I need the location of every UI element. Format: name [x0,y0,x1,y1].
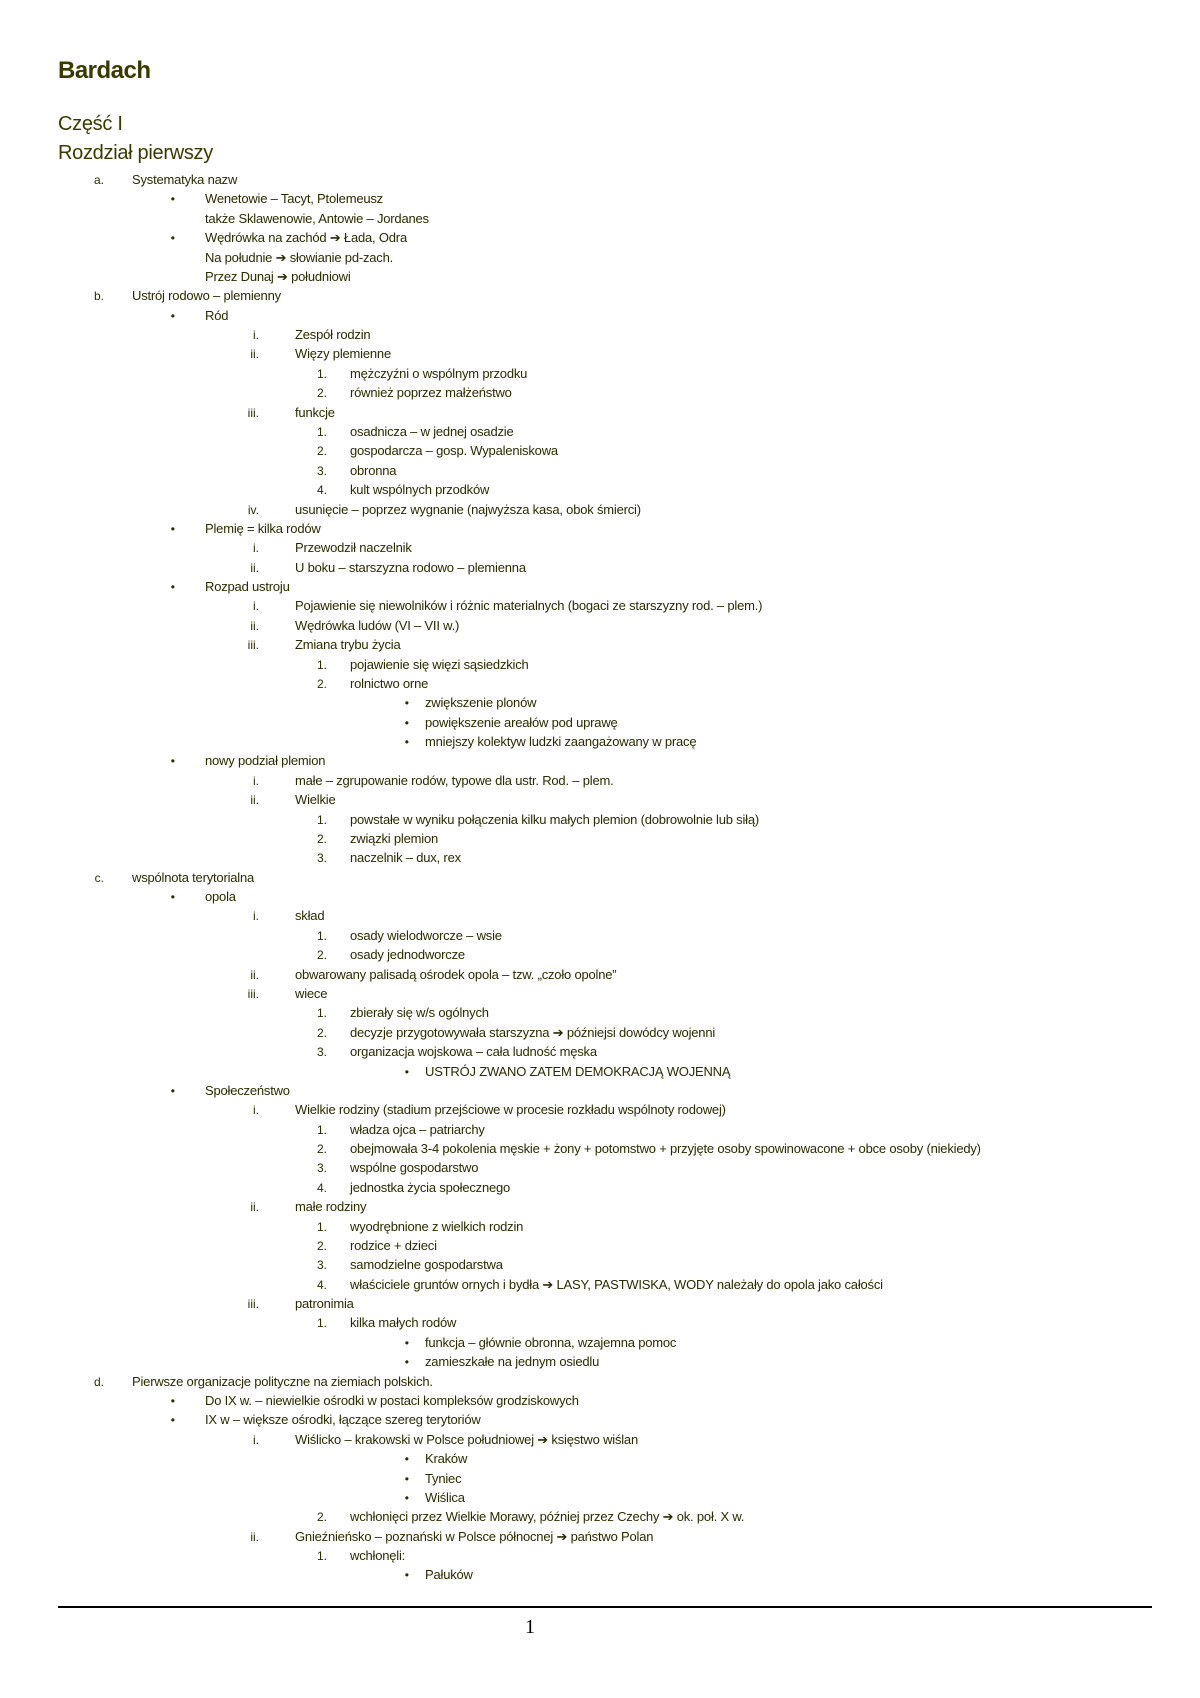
outline-item [0,1139,1200,1159]
outline-item-text: mężczyźni o wspólnym przodku [350,365,528,381]
outline-item-text: pojawienie się więzi sąsiedzkich [350,656,529,672]
outline-item [0,286,1200,306]
outline-item [0,1333,1200,1353]
outline-item [0,1255,1200,1275]
outline-item [0,829,1200,849]
outline-item [0,674,1200,694]
outline-item [0,1546,1200,1566]
outline-item [0,1120,1200,1140]
outline-item [0,1410,1200,1430]
list-marker: 4. [316,1180,327,1195]
outline-item-text: wchłonięci przez Wielkie Morawy, później przez Czechy ➔ ok. poł. X w. [350,1509,745,1525]
document-title: Bardach [58,57,151,84]
outline-item-text: Pierwsze organizacje polityczne na ziemiach polskich. [132,1373,433,1389]
outline-item-text: powstałe w wyniku połączenia kilku małych plemion (dobrowolnie lub siłą) [350,811,760,827]
outline-item [0,325,1200,345]
outline-item-text: wspólnota terytorialna [132,869,255,885]
list-marker: i. [253,1103,259,1118]
outline-item [0,500,1200,520]
bullet-marker: • [404,1568,409,1583]
outline-item [0,1100,1200,1120]
outline-item [0,248,1200,268]
outline-item [0,1565,1200,1585]
list-marker: a. [93,173,104,187]
outline-item-text: zbierały się w/s ogólnych [350,1005,489,1021]
list-marker: ii. [250,618,259,633]
outline-item-text: właściciele gruntów ornych i bydła ➔ LASY, PASTWISKA, WODY należały do opola jako całości [350,1276,883,1292]
list-marker: ii. [250,347,259,362]
outline-item-text: Zespół rodzin [295,327,371,342]
outline-item [0,189,1200,209]
outline-item-text: Na południe ➔ słowianie pd-zach. [205,249,394,265]
outline-item-text: również poprzez małżeństwo [350,385,512,401]
outline-item [0,344,1200,364]
outline-item [0,1158,1200,1178]
bullet-marker: • [404,1064,409,1079]
outline-item [0,790,1200,810]
list-marker: c. [94,870,104,885]
bullet-marker: • [404,1355,409,1370]
outline-item-text: osady jednodworcze [350,947,465,963]
list-marker: 1. [316,657,327,672]
outline-item-text: Wędrówka na zachód ➔ Łada, Odra [205,230,407,246]
list-marker: iii. [247,405,259,420]
part-heading: Część I [58,113,123,135]
outline-item [0,1449,1200,1469]
list-marker: ii. [250,793,259,808]
outline-item-text: Zmiana trybu życia [295,637,401,653]
outline-item-text: Tyniec [425,1470,462,1486]
bullet-marker: • [170,754,175,769]
outline-item [0,1081,1200,1101]
list-marker: i. [253,909,259,924]
outline-item-text: funkcja – głównie obronna, wzajemna pomoc [425,1334,677,1350]
outline-item [0,984,1200,1004]
list-marker: 1. [316,424,327,439]
outline-item-text: patronimia [295,1296,354,1311]
list-marker: 4. [316,483,327,498]
outline-item-text: Wędrówka ludów (VI – VII w.) [295,617,460,633]
outline-item [0,1527,1200,1547]
outline-item-text: samodzielne gospodarstwa [350,1257,503,1273]
outline-item-text: naczelnik – dux, rex [350,850,461,866]
outline-item [0,422,1200,442]
outline-item-text: Plemię = kilka rodów [205,520,321,536]
bullet-marker: • [170,1083,175,1098]
outline-item-text: związki plemion [350,830,439,846]
outline-item-text: wyodrębnione z wielkich rodzin [350,1218,524,1234]
list-marker: 2. [316,1142,327,1156]
list-marker: i. [253,328,259,342]
outline-item [0,1023,1200,1043]
outline-item [0,1178,1200,1198]
outline-item [0,965,1200,985]
outline-item [0,693,1200,713]
outline-item-text: Ustrój rodowo – plemienny [132,288,281,304]
list-marker: 3. [316,1258,327,1273]
outline-item-text: Wielkie rodziny (stadium przejściowe w procesie rozkładu wspólnoty rodowej) [295,1102,726,1118]
outline-item [0,1275,1200,1295]
outline-item [0,1236,1200,1256]
bullet-marker: • [404,696,409,711]
outline-item-text: Pałuków [425,1567,473,1583]
list-marker: 1. [316,1219,327,1234]
outline-item [0,1042,1200,1062]
bullet-marker: • [404,1452,409,1467]
outline-item [0,383,1200,403]
outline-item-text: zamieszkałe na jednym osiedlu [425,1354,600,1370]
outline-item-text: także Sklawenowie, Antowie – Jordanes [205,210,429,226]
outline-item-text: Przez Dunaj ➔ południowi [205,268,351,284]
list-marker: 4. [316,1277,327,1292]
outline-item-text: kult wspólnych przodków [350,482,490,498]
outline-item-text: organizacja wojskowa – cała ludność męska [350,1044,597,1060]
outline-item-text: mniejszy kolektyw ludzki zaangażowany w pracę [425,734,697,749]
list-marker: iii. [247,987,259,1001]
outline-item-text: Systematyka nazw [132,172,238,187]
list-marker: i. [253,599,259,614]
outline-item-text: obronna [350,462,397,478]
list-marker: b. [93,289,104,304]
outline-item-text: funkcje [295,404,335,420]
outline-item [0,403,1200,423]
outline-item [0,1430,1200,1450]
list-marker: 2. [316,1025,327,1040]
list-marker: ii. [250,560,259,575]
outline-item-text: obejmowała 3-4 pokolenia męskie + żony + potomstwo + przyjęte osoby spowinowacone + obce osoby (niekiedy) [350,1141,981,1156]
outline-item [0,945,1200,965]
list-marker: ii. [250,1529,259,1544]
outline-item-text: Ród [205,307,229,323]
bullet-marker: • [404,1471,409,1486]
outline-item [0,713,1200,733]
list-marker: i. [253,1432,259,1447]
outline-item-text: powiększenie areałów pod uprawę [425,714,618,730]
outline-item [0,558,1200,578]
outline-item [0,538,1200,558]
outline-item [0,1352,1200,1372]
outline-item [0,209,1200,229]
bullet-marker: • [170,1393,175,1408]
bullet-marker: • [404,1335,409,1350]
outline-item-text: Gnieźnieńsko – poznański w Polsce północnej ➔ państwo Polan [295,1528,654,1544]
outline-item [0,1391,1200,1411]
outline-item-text: Wielkie [295,792,336,808]
bullet-marker: • [170,192,175,207]
list-marker: 2. [316,676,327,691]
list-marker: iii. [247,1297,259,1311]
outline-item [0,655,1200,675]
outline-item [0,577,1200,597]
outline-item [0,519,1200,539]
list-marker: 2. [316,1510,327,1525]
outline-item-text: Wiślicko – krakowski w Polsce południowej ➔ księstwo wiślan [295,1431,638,1447]
footer-rule [58,1606,1152,1608]
list-marker: i. [253,541,259,556]
bullet-marker: • [170,521,175,536]
list-marker: i. [253,773,259,788]
outline-item-text: Kraków [425,1451,468,1467]
list-marker: 3. [316,851,327,866]
outline-item [0,732,1200,752]
outline-item [0,1003,1200,1023]
outline-item [0,1313,1200,1333]
outline-item-text: Wenetowie – Tacyt, Ptolemeusz [205,191,383,207]
outline-item [0,1062,1200,1082]
outline-item [0,1469,1200,1489]
bullet-marker: • [170,231,175,246]
outline-item [0,906,1200,926]
bullet-marker: • [170,308,175,323]
outline-item-text: jednostka życia społecznego [350,1179,511,1195]
outline-item-text: Wiślica [425,1489,465,1505]
list-marker: iii. [247,638,259,653]
list-marker: 1. [316,1316,327,1331]
outline-item [0,1372,1200,1392]
list-marker: d. [93,1374,104,1389]
outline-item-text: kilka małych rodów [350,1315,457,1331]
list-marker: 3. [316,1161,327,1176]
outline-item [0,868,1200,888]
outline-item-text: USTRÓJ ZWANO ZATEM DEMOKRACJĄ WOJENNĄ [425,1063,731,1079]
outline-item [0,480,1200,500]
outline-item [0,848,1200,868]
outline-item-text: U boku – starszyzna rodowo – plemienna [295,559,526,575]
bullet-marker: • [170,580,175,594]
list-marker: 1. [316,1122,327,1137]
outline-item-text: opola [205,889,236,905]
outline-item [0,751,1200,771]
outline-item-text: Do IX w. – niewielkie ośrodki w postaci kompleksów grodziskowych [205,1392,579,1408]
outline-item [0,228,1200,248]
outline-item [0,635,1200,655]
outline-item [0,267,1200,287]
outline-item-text: małe – zgrupowanie rodów, typowe dla ustr. Rod. – plem. [295,772,614,788]
outline-item [0,170,1200,190]
outline-item-text: wchłonęli: [350,1548,406,1563]
outline-item-text: Więzy plemienne [295,346,391,362]
outline-item [0,1294,1200,1314]
list-marker: 2. [316,444,327,459]
list-marker: 2. [316,1238,327,1253]
outline-item-text: wspólne gospodarstwo [350,1160,479,1176]
outline-item [0,926,1200,946]
outline-item-text: nowy podział plemion [205,753,326,769]
outline-item-text: IX w – większe ośrodki, łączące szereg terytoriów [205,1412,481,1428]
outline-item [0,1197,1200,1217]
list-marker: 1. [316,928,327,943]
outline-item-text: wiece [295,986,328,1001]
page-number: 1 [525,1616,535,1638]
list-marker: iv. [247,502,259,517]
bullet-marker: • [404,1490,409,1505]
chapter-heading: Rozdział pierwszy [58,142,213,164]
list-marker: 1. [316,812,327,827]
outline-item [0,1217,1200,1237]
list-marker: 1. [316,366,327,381]
outline-item-text: rodzice + dzieci [350,1237,437,1253]
outline-item-text: decyzje przygotowywała starszyzna ➔ późniejsi dowódcy wojenni [350,1024,716,1040]
outline-item [0,771,1200,791]
outline-item [0,887,1200,907]
outline-item-text: obwarowany palisadą ośrodek opola – tzw. „czoło opolne” [295,966,617,982]
list-marker: 2. [316,831,327,846]
outline-item-text: Rozpad ustroju [205,579,290,594]
outline-item [0,596,1200,616]
list-marker: 3. [316,1045,327,1060]
bullet-marker: • [170,1413,175,1428]
bullet-marker: • [404,715,409,730]
outline-item [0,810,1200,830]
bullet-marker: • [404,735,409,749]
outline-item-text: Pojawienie się niewolników i różnic materialnych (bogaci ze starszyzny rod. – plem.) [295,598,763,614]
outline-item-text: usunięcie – poprzez wygnanie (najwyższa kasa, obok śmierci) [295,501,641,517]
bullet-marker: • [170,890,175,905]
outline-item-text: władza ojca – patriarchy [350,1121,485,1137]
outline-item-text: Społeczeństwo [205,1082,290,1098]
outline-item-text: rolnictwo orne [350,675,429,691]
outline-item [0,441,1200,461]
outline-item [0,1507,1200,1527]
outline-item [0,306,1200,326]
outline-item-text: małe rodziny [295,1199,367,1215]
outline-item-text: osady wielodworcze – wsie [350,927,502,943]
outline-item-text: gospodarcza – gosp. Wypaleniskowa [350,443,558,459]
outline-item [0,1488,1200,1508]
outline-item-text: osadnicza – w jednej osadzie [350,423,514,439]
list-marker: 1. [316,1006,327,1021]
list-marker: 3. [316,463,327,478]
outline-item [0,364,1200,384]
outline-item [0,616,1200,636]
outline-item-text: Przewodził naczelnik [295,540,412,556]
list-marker: ii. [250,967,259,982]
outline-item-text: skład [295,908,325,924]
outline-item-text: zwiększenie plonów [425,695,537,711]
list-marker: 2. [316,948,327,963]
list-marker: ii. [250,1200,259,1215]
list-marker: 2. [316,386,327,401]
outline-item [0,461,1200,481]
list-marker: 1. [316,1549,327,1563]
